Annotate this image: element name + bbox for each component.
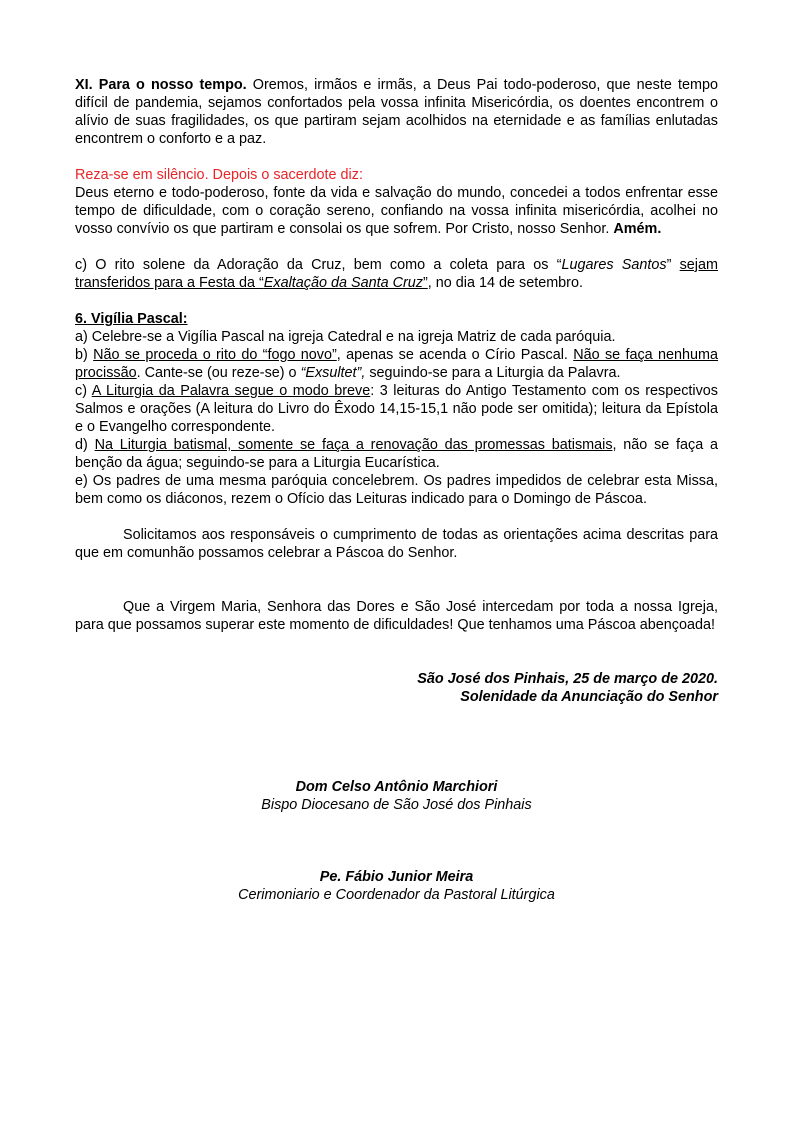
item-b-text-2: , apenas se acenda o Círio Pascal. — [336, 347, 574, 363]
exsultet-text: “Exsultet”, — [300, 365, 366, 381]
adoration-text-2: ” — [666, 257, 680, 273]
item-c-underlined: A Liturgia da Palavra segue o modo breve — [91, 383, 371, 399]
solicitamos-paragraph: Solicitamos aos responsáveis o cumprimento de todas as orientações acima descritas para que em comunhão possamos celebrar a Páscoa do Senhor. — [75, 527, 718, 561]
item-d-underlined: Na Liturgia batismal, somente se faça a renovação das promessas batismais, — [94, 437, 617, 453]
item-b-prefix: b) — [75, 347, 94, 363]
vigilia-item-a: a) Celebre-se a Vigília Pascal na igreja Catedral e na igreja Matriz de cada paróquia. — [75, 329, 616, 345]
closing-prayer-text: Deus eterno e todo-poderoso, fonte da vida e salvação do mundo, concedei a todos enfrentar esse tempo de dificuldade, com o coração sereno, confiando na vossa infinita misericórdia, acolhei no vosso convívio os que partiram e consolai os que sofrem. Por Cristo, nosso Senhor. — [75, 185, 718, 237]
place-date: São José dos Pinhais, 25 de março de 2020. — [417, 671, 718, 687]
signature-name-priest: Pe. Fábio Junior Meira — [319, 869, 474, 885]
rubric-text: Reza-se em silêncio. Depois o sacerdote diz: — [75, 167, 363, 183]
document-page — [75, 76, 718, 904]
adoration-cross-paragraph — [75, 256, 718, 292]
item-d-prefix: d) — [75, 437, 95, 453]
vigilia-item-b — [75, 346, 718, 382]
lugares-santos-text: Lugares Santos — [561, 257, 667, 273]
item-b-text-3: . Cante-se (ou reze-se) o — [136, 365, 301, 381]
feast-line: Solenidade da Anunciação do Senhor — [460, 689, 718, 705]
transfer-text: sejam transferidos para a Festa da “ — [75, 257, 718, 291]
adoration-text-3: , no dia 14 de setembro. — [427, 275, 583, 291]
adoration-text-1: c) O rito solene da Adoração da Cruz, bem como a coleta para os “ — [75, 257, 562, 273]
prayer-xi-heading: XI. Para o nosso tempo. — [75, 77, 247, 93]
virgem-maria-paragraph: Que a Virgem Maria, Senhora das Dores e São José intercedam por toda a nossa Igreja, para que possamos superar este momento de dificuldades! Que tenhamos uma Páscoa abençoada! — [75, 599, 718, 633]
item-b-underlined-1: Não se proceda o rito do “fogo novo” — [93, 347, 337, 363]
vigilia-item-e: e) Os padres de uma mesma paróquia concelebrem. Os padres impedidos de celebrar esta Missa, bem como os diáconos, rezem o Ofício das Leituras indicado para o Domingo de Páscoa. — [75, 473, 718, 507]
signature-title-bishop: Bispo Diocesano de São José dos Pinhais — [261, 797, 532, 813]
prayer-xi-paragraph — [75, 76, 718, 148]
closing-prayer-paragraph — [75, 184, 718, 238]
vigilia-heading: 6. Vigília Pascal: — [75, 311, 188, 327]
vigilia-item-c — [75, 382, 718, 436]
item-b-text-4: seguindo-se para a Liturgia da Palavra. — [365, 365, 621, 381]
item-c-text: : 3 leituras do Antigo Testamento com os respectivos Salmos e orações (A leitura do Livro do Êxodo 14,15-15,1 não pode ser omitida); leitura da Epístola e o Evangelho correspondente. — [75, 383, 718, 435]
amen-text: Amém. — [613, 221, 662, 237]
vigilia-item-d — [75, 436, 718, 472]
item-d-text: não se faça a benção da água; seguindo-se para a Liturgia Eucarística. — [75, 437, 718, 471]
signature-name-bishop: Dom Celso Antônio Marchiori — [295, 779, 498, 795]
exaltacao-text: Exaltação da Santa Cruz — [263, 275, 423, 291]
prayer-xi-text: Oremos, irmãos e irmãs, a Deus Pai todo-poderoso, que neste tempo difícil de pandemia, sejamos confortados pela vossa infinita Misericórdia, os doentes encontrem o alívio de suas fragilidades, os que partiram sejam acolhidos na eternidade e as famílias enlutadas encontrem o conforto e a paz. — [75, 77, 718, 147]
signature-title-priest: Cerimoniario e Coordenador da Pastoral Litúrgica — [238, 887, 555, 903]
transfer-close-quote: ” — [422, 275, 428, 291]
item-c-prefix: c) — [75, 383, 92, 399]
item-b-underlined-2: Não se faça nenhuma procissão — [75, 347, 719, 381]
